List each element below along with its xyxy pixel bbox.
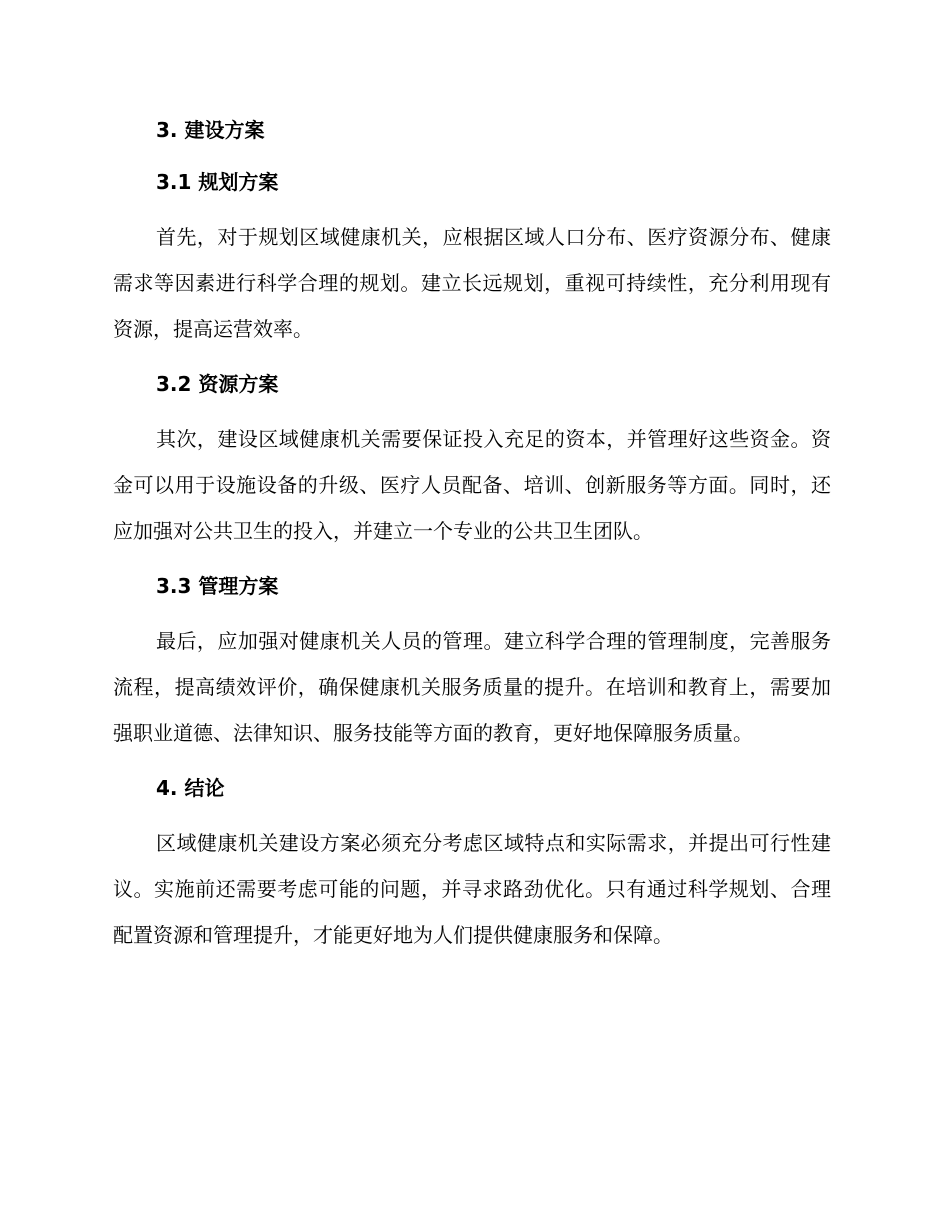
section-heading-3-2: 3.2 资源方案 [156, 372, 279, 396]
section-heading-3: 3. 建设方案 [156, 118, 265, 142]
document-body [113, 110, 831, 970]
paragraph-management: 最后，应加强对健康机关人员的管理。建立科学合理的管理制度，完善服务流程，提高绩效评价，确保健康机关服务质量的提升。在培训和教育上，需要加强职业道德、法律知识、服务技能等方面的教育，更好地保障服务质量。 [113, 629, 831, 745]
section-heading-3-3: 3.3 管理方案 [156, 574, 279, 598]
section-heading-3-1: 3.1 规划方案 [156, 170, 279, 194]
paragraph-planning: 首先，对于规划区域健康机关，应根据区域人口分布、医疗资源分布、健康需求等因素进行科学合理的规划。建立长远规划，重视可持续性，充分利用现有资源，提高运营效率。 [113, 225, 831, 341]
section-heading-4: 4. 结论 [156, 776, 225, 800]
paragraph-conclusion: 区域健康机关建设方案必须充分考虑区域特点和实际需求，并提出可行性建议。实施前还需要考虑可能的问题，并寻求路劲优化。只有通过科学规划、合理配置资源和管理提升，才能更好地为人们提供健康服务和保障。 [113, 831, 831, 947]
paragraph-resources: 其次，建设区域健康机关需要保证投入充足的资本，并管理好这些资金。资金可以用于设施设备的升级、医疗人员配备、培训、创新服务等方面。同时，还应加强对公共卫生的投入，并建立一个专业的公共卫生团队。 [113, 427, 831, 543]
